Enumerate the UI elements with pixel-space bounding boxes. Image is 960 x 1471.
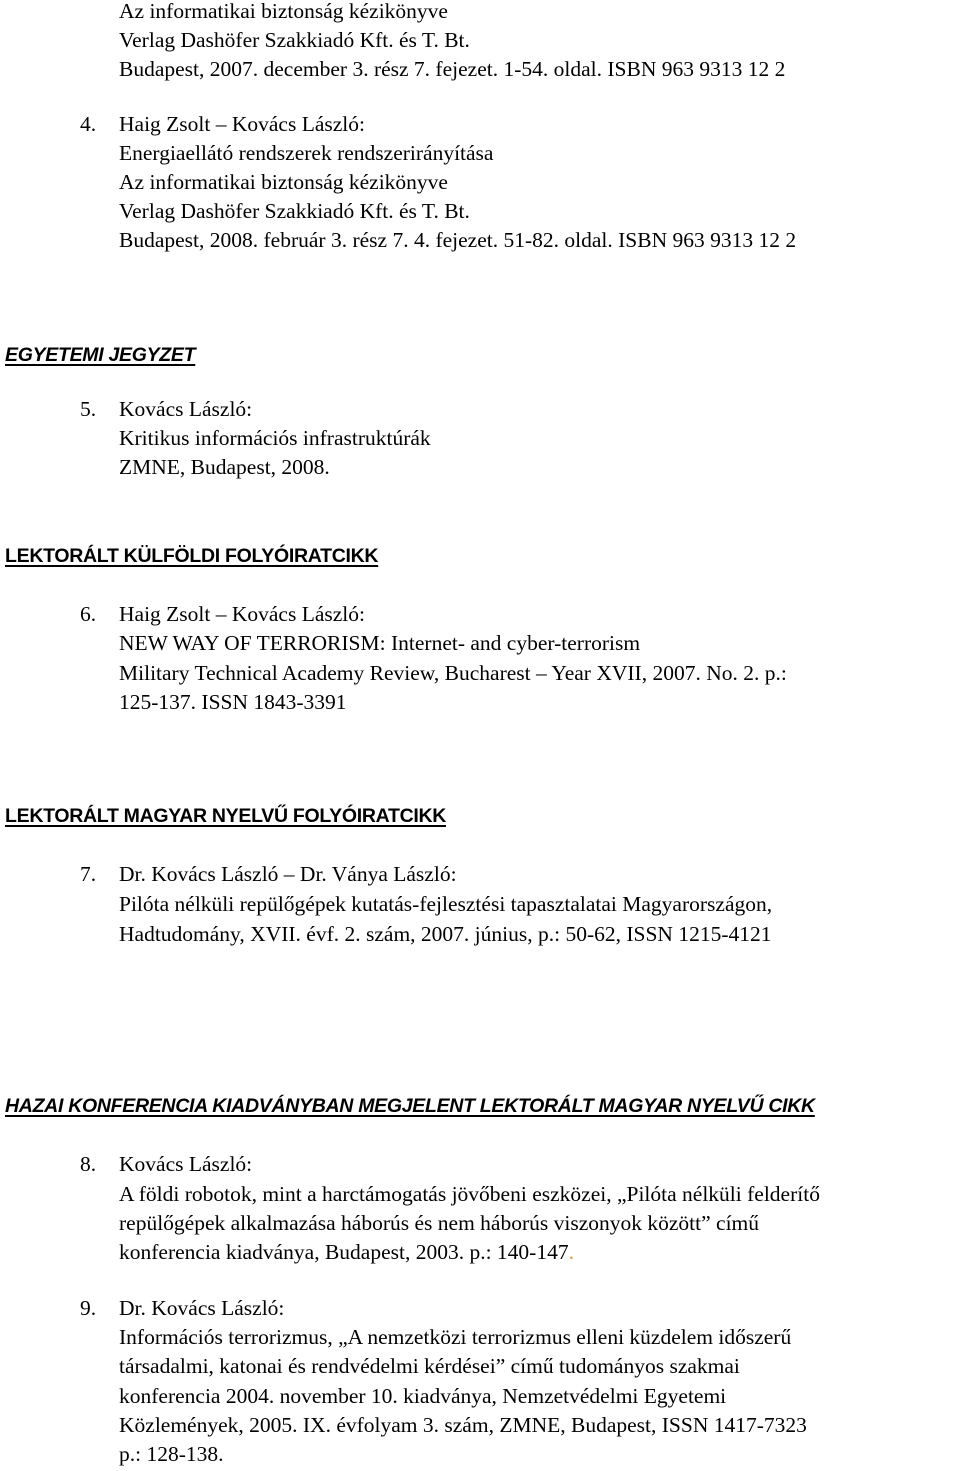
item9-line3: konferencia 2004. november 10. kiadványa, Nemzetvédelmi Egyetemi (119, 1384, 727, 1408)
item8-line3-text: konferencia kiadványa, Budapest, 2003. p.: 140-147 (119, 1240, 569, 1264)
item5-number: 5. (80, 397, 97, 421)
item6-line3: 125-137. ISSN 1843-3391 (119, 690, 347, 714)
item8-authors: Kovács László: (119, 1152, 253, 1176)
item4-number: 4. (80, 112, 97, 136)
item4-title: Energiaellátó rendszerek rendszerirányítása (119, 141, 494, 165)
item3-line2: Verlag Dashöfer Szakkiadó Kft. és T. Bt. (119, 28, 470, 52)
item6-authors: Haig Zsolt – Kovács László: (119, 602, 366, 626)
item6-title: NEW WAY OF TERRORISM: Internet- and cyber-terrorism (119, 631, 641, 655)
item5-title: Kritikus információs infrastruktúrák (119, 426, 431, 450)
item8-number: 8. (80, 1152, 97, 1176)
section-heading-egyetemi-jegyzet: EGYETEMI JEGYZET (5, 344, 196, 366)
item6-number: 6. (80, 602, 97, 626)
item9-number: 9. (80, 1296, 97, 1320)
item5-authors: Kovács László: (119, 397, 253, 421)
item9-title: Információs terrorizmus, „A nemzetközi terrorizmus elleni küzdelem időszerű (119, 1325, 792, 1349)
item3-line3: Budapest, 2007. december 3. rész 7. fejezet. 1-54. oldal. ISBN 963 9313 12 2 (119, 57, 786, 81)
section-heading-kulfoldi-folyoiratcikk: LEKTORÁLT KÜLFÖLDI FOLYÓIRATCIKK (5, 545, 379, 567)
item6-line2: Military Technical Academy Review, Bucharest – Year XVII, 2007. No. 2. p.: (119, 661, 787, 685)
item7-number: 7. (80, 862, 97, 886)
item9-line4: Közlemények, 2005. IX. évfolyam 3. szám, ZMNE, Budapest, ISSN 1417-7323 (119, 1413, 807, 1437)
section-heading-magyar-folyoiratcikk: LEKTORÁLT MAGYAR NYELVŰ FOLYÓIRATCIKK (5, 805, 447, 827)
item4-line3: Verlag Dashöfer Szakkiadó Kft. és T. Bt. (119, 199, 470, 223)
item9-line5: p.: 128-138. (119, 1442, 224, 1466)
item3-line1: Az informatikai biztonság kézikönyve (119, 0, 448, 23)
item7-authors: Dr. Kovács László – Dr. Ványa László: (119, 862, 457, 886)
item5-line2: ZMNE, Budapest, 2008. (119, 455, 330, 479)
item4-authors: Haig Zsolt – Kovács László: (119, 112, 366, 136)
section-heading-hazai-konferencia: HAZAI KONFERENCIA KIADVÁNYBAN MEGJELENT LEKTORÁLT MAGYAR NYELVŰ CIKK (5, 1095, 815, 1117)
item7-title: Pilóta nélküli repülőgépek kutatás-fejlesztési tapasztalatai Magyarországon, (119, 892, 773, 916)
item4-line4: Budapest, 2008. február 3. rész 7. 4. fejezet. 51-82. oldal. ISBN 963 9313 12 2 (119, 228, 797, 252)
item7-line2: Hadtudomány, XVII. évf. 2. szám, 2007. június, p.: 50-62, ISSN 1215-4121 (119, 922, 772, 946)
item8-line3-end: . (568, 1240, 574, 1264)
item8-title: A földi robotok, mint a harctámogatás jövőbeni eszközei, „Pilóta nélküli felderítő (119, 1182, 820, 1206)
item4-line2: Az informatikai biztonság kézikönyve (119, 170, 448, 194)
item9-line2: társadalmi, katonai és rendvédelmi kérdései” című tudományos szakmai (119, 1354, 740, 1378)
item9-authors: Dr. Kovács László: (119, 1296, 285, 1320)
item8-line2: repülőgépek alkalmazása háborús és nem háborús viszonyok között” című (119, 1211, 760, 1235)
item8-line3 (119, 1238, 574, 1267)
